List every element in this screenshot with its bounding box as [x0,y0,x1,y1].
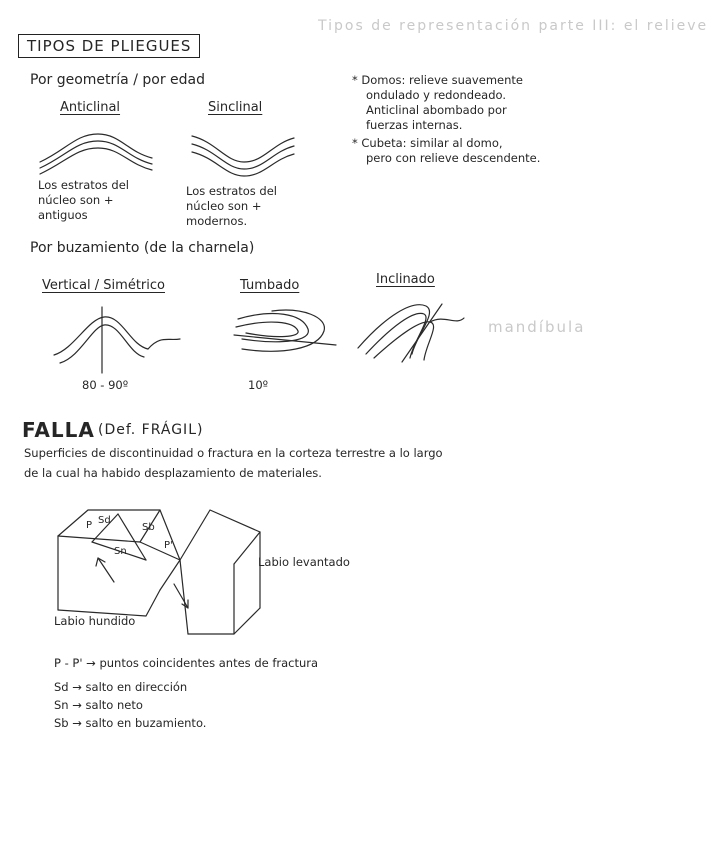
vertical-angle: 80 - 90º [82,378,129,392]
label-labio-hundido: Labio hundido [54,614,136,628]
note-domo-4: fuerzas internas. [366,118,463,132]
sinclinal-drawing [188,128,298,178]
sinclinal-desc-1: Los estratos del [186,184,278,198]
label-p-prime: P' [164,540,173,551]
note-cubeta-2: pero con relieve descendente. [366,151,541,165]
faint-header-text: Tipos de representación parte III: el relieve [318,18,708,34]
note-domo-3: Anticlinal abombado por [366,103,507,117]
anticlinal-desc-1: Los estratos del [38,178,130,192]
fault-legend-2: Sd → salto en dirección [54,680,188,694]
anticlinal-desc-2: núcleo son + [38,193,114,207]
inclinado-label: Inclinado [376,272,435,287]
label-sb: Sb [142,522,155,533]
fault-legend-1: P - P' → puntos coincidentes antes de fractura [54,656,319,670]
vertical-label: Vertical / Simétrico [42,278,165,293]
label-labio-levantado: Labio levantado [258,555,350,569]
tumbado-fold-drawing [232,305,342,367]
falla-def-1: Superficies de discontinuidad o fractura en la corteza terrestre a lo largo [24,446,443,460]
falla-subtitle: (Def. FRÁGIL) [98,422,204,438]
label-p: P [86,520,93,531]
note-cubeta-1: * Cubeta: similar al domo, [352,136,503,150]
anticlinal-label: Anticlinal [60,100,121,115]
falla-def-2: de la cual ha habido desplazamiento de materiales. [24,466,322,480]
label-sd: Sd [98,515,111,526]
note-domo-2: ondulado y redondeado. [366,88,506,102]
anticlinal-desc-3: antiguos [38,208,88,222]
anticlinal-drawing [36,128,156,178]
section-title: TIPOS DE PLIEGUES [18,34,200,58]
vertical-fold-drawing [52,305,182,375]
fault-legend-3: Sn → salto neto [54,698,143,712]
sinclinal-desc-3: modernos. [186,214,248,228]
note-domo-1: * Domos: relieve suavemente [352,73,523,87]
sinclinal-label: Sinclinal [208,100,263,115]
label-sn: Sn [114,546,127,557]
sinclinal-desc-2: núcleo son + [186,199,262,213]
faint-extra-text: mandíbula [488,318,586,336]
fault-legend-4: Sb → salto en buzamiento. [54,716,207,730]
tumbado-angle: 10º [248,378,269,392]
inclinado-fold-drawing [356,296,466,366]
falla-title: FALLA [22,418,95,442]
geometry-heading: Por geometría / por edad [30,72,205,88]
buzamiento-heading: Por buzamiento (de la charnela) [30,240,255,256]
tumbado-label: Tumbado [240,278,300,293]
